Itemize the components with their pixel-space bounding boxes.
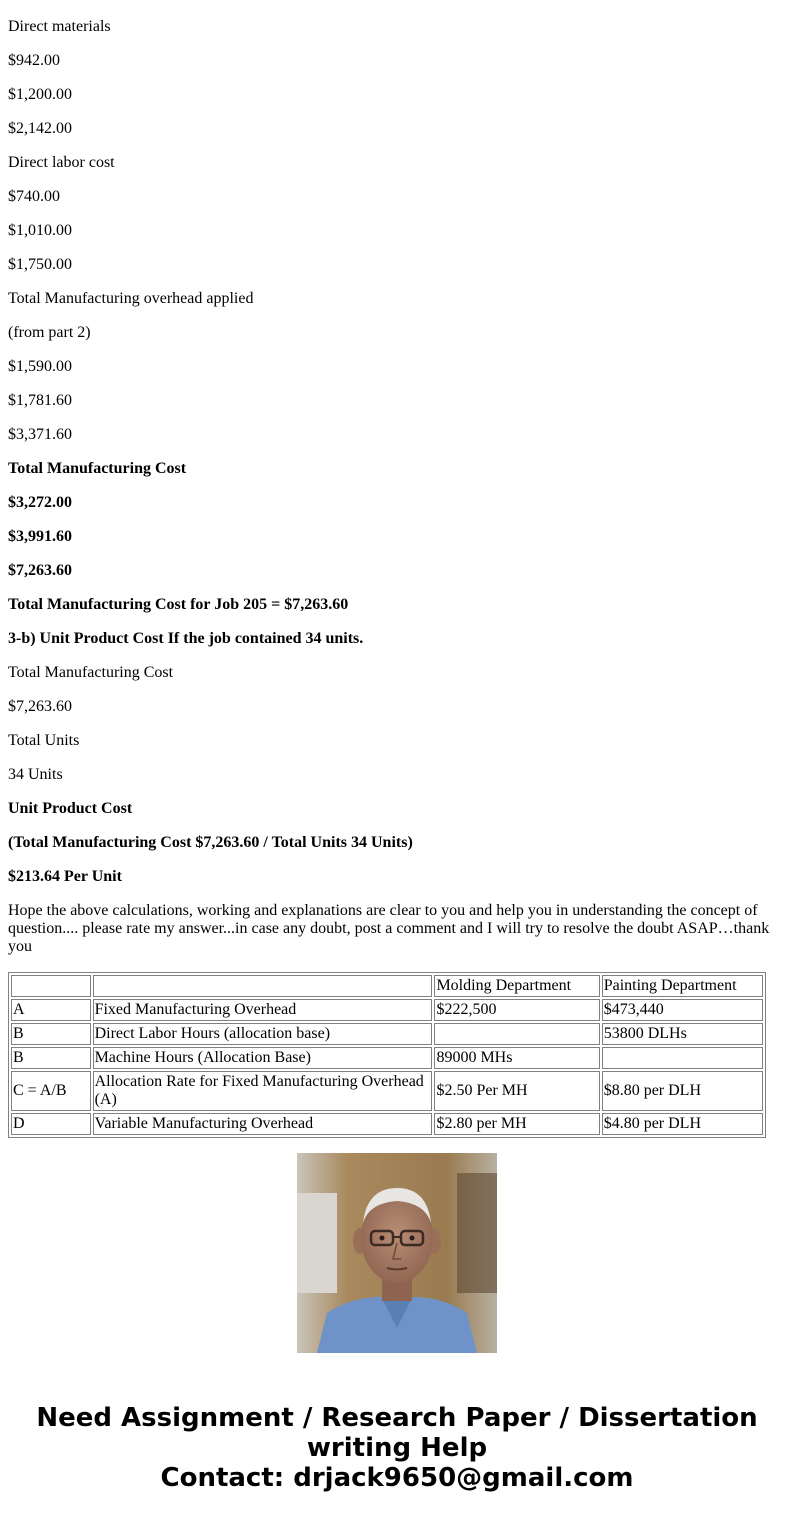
table-cell: Painting Department <box>602 975 763 997</box>
table-row <box>11 1047 763 1069</box>
answer-content <box>8 0 786 1132</box>
table-row <box>11 1071 763 1111</box>
table-row <box>11 1023 763 1045</box>
calc-line: (Total Manufacturing Cost $7,263.60 / Total Units 34 Units) <box>8 834 413 851</box>
calc-line: Total Manufacturing overhead applied <box>8 290 254 307</box>
calc-line: $213.64 Per Unit <box>8 868 122 885</box>
table-cell: Machine Hours (Allocation Base) <box>93 1047 433 1069</box>
calc-line: $1,010.00 <box>8 222 72 239</box>
table-cell: $473,440 <box>602 999 763 1021</box>
table-row <box>11 999 763 1021</box>
calc-line: 3-b) Unit Product Cost If the job contained 34 units. <box>8 630 364 647</box>
table-cell <box>602 1047 763 1069</box>
table-cell: Molding Department <box>434 975 599 997</box>
calc-line: $7,263.60 <box>8 698 72 715</box>
table-cell: A <box>11 999 91 1021</box>
calc-line: $2,142.00 <box>8 120 72 137</box>
table-cell: Fixed Manufacturing Overhead <box>93 999 433 1021</box>
overhead-table <box>8 972 766 1138</box>
table-cell <box>11 975 91 997</box>
calc-line <box>8 0 786 18</box>
calc-line: Total Units <box>8 732 80 749</box>
table-cell: $2.50 Per MH <box>434 1071 599 1111</box>
closing-paragraph: Hope the above calculations, working and explanations are clear to you and help you in understanding the concept of question.... please rate my answer...in case any doubt, post a comment and I will try to resolve the doubt ASAP…thank you <box>8 902 770 955</box>
calc-line: Unit Product Cost <box>8 800 133 817</box>
table-cell: D <box>11 1113 91 1135</box>
table-header-row <box>11 975 763 997</box>
banner-line-1: Need Assignment / Research Paper / Dissertation <box>36 1403 758 1433</box>
calc-line: Total Manufacturing Cost for Job 205 = $7,263.60 <box>8 596 349 613</box>
table-cell: $222,500 <box>434 999 599 1021</box>
table-cell: 53800 DLHs <box>602 1023 763 1045</box>
calc-line: $7,263.60 <box>8 562 72 579</box>
table-cell: $2.80 per MH <box>434 1113 599 1135</box>
calc-line: Direct materials <box>8 18 111 35</box>
calc-line: Direct labor cost <box>8 154 115 171</box>
table-cell: Allocation Rate for Fixed Manufacturing Overhead (A) <box>93 1071 433 1111</box>
table-cell: $4.80 per DLH <box>602 1113 763 1135</box>
author-portrait-photo <box>297 1153 497 1353</box>
calc-line: $3,272.00 <box>8 494 72 511</box>
contact-banner <box>0 1403 794 1493</box>
banner-contact-line: Contact: drjack9650@gmail.com <box>160 1463 634 1493</box>
calc-line: $1,750.00 <box>8 256 72 273</box>
calc-line: $942.00 <box>8 52 60 69</box>
banner-line-2: writing Help <box>306 1433 488 1463</box>
calc-line: $1,200.00 <box>8 86 72 103</box>
table-cell: Variable Manufacturing Overhead <box>93 1113 433 1135</box>
calc-line: $740.00 <box>8 188 60 205</box>
calc-line: Total Manufacturing Cost <box>8 460 187 477</box>
table-cell: Direct Labor Hours (allocation base) <box>93 1023 433 1045</box>
calc-line: $1,781.60 <box>8 392 72 409</box>
table-cell: B <box>11 1023 91 1045</box>
calc-line: 34 Units <box>8 766 63 783</box>
table-row <box>11 1113 763 1135</box>
table-cell: $8.80 per DLH <box>602 1071 763 1111</box>
table-cell: C = A/B <box>11 1071 91 1111</box>
table-cell: 89000 MHs <box>434 1047 599 1069</box>
calc-line: $1,590.00 <box>8 358 72 375</box>
table-cell <box>434 1023 599 1045</box>
calc-line: $3,371.60 <box>8 426 72 443</box>
calc-line: $3,991.60 <box>8 528 72 545</box>
calculation-lines <box>8 0 786 902</box>
portrait-icon <box>297 1153 497 1353</box>
calc-line: Total Manufacturing Cost <box>8 664 174 681</box>
calc-line: (from part 2) <box>8 324 91 341</box>
table-cell: B <box>11 1047 91 1069</box>
table-cell <box>93 975 433 997</box>
